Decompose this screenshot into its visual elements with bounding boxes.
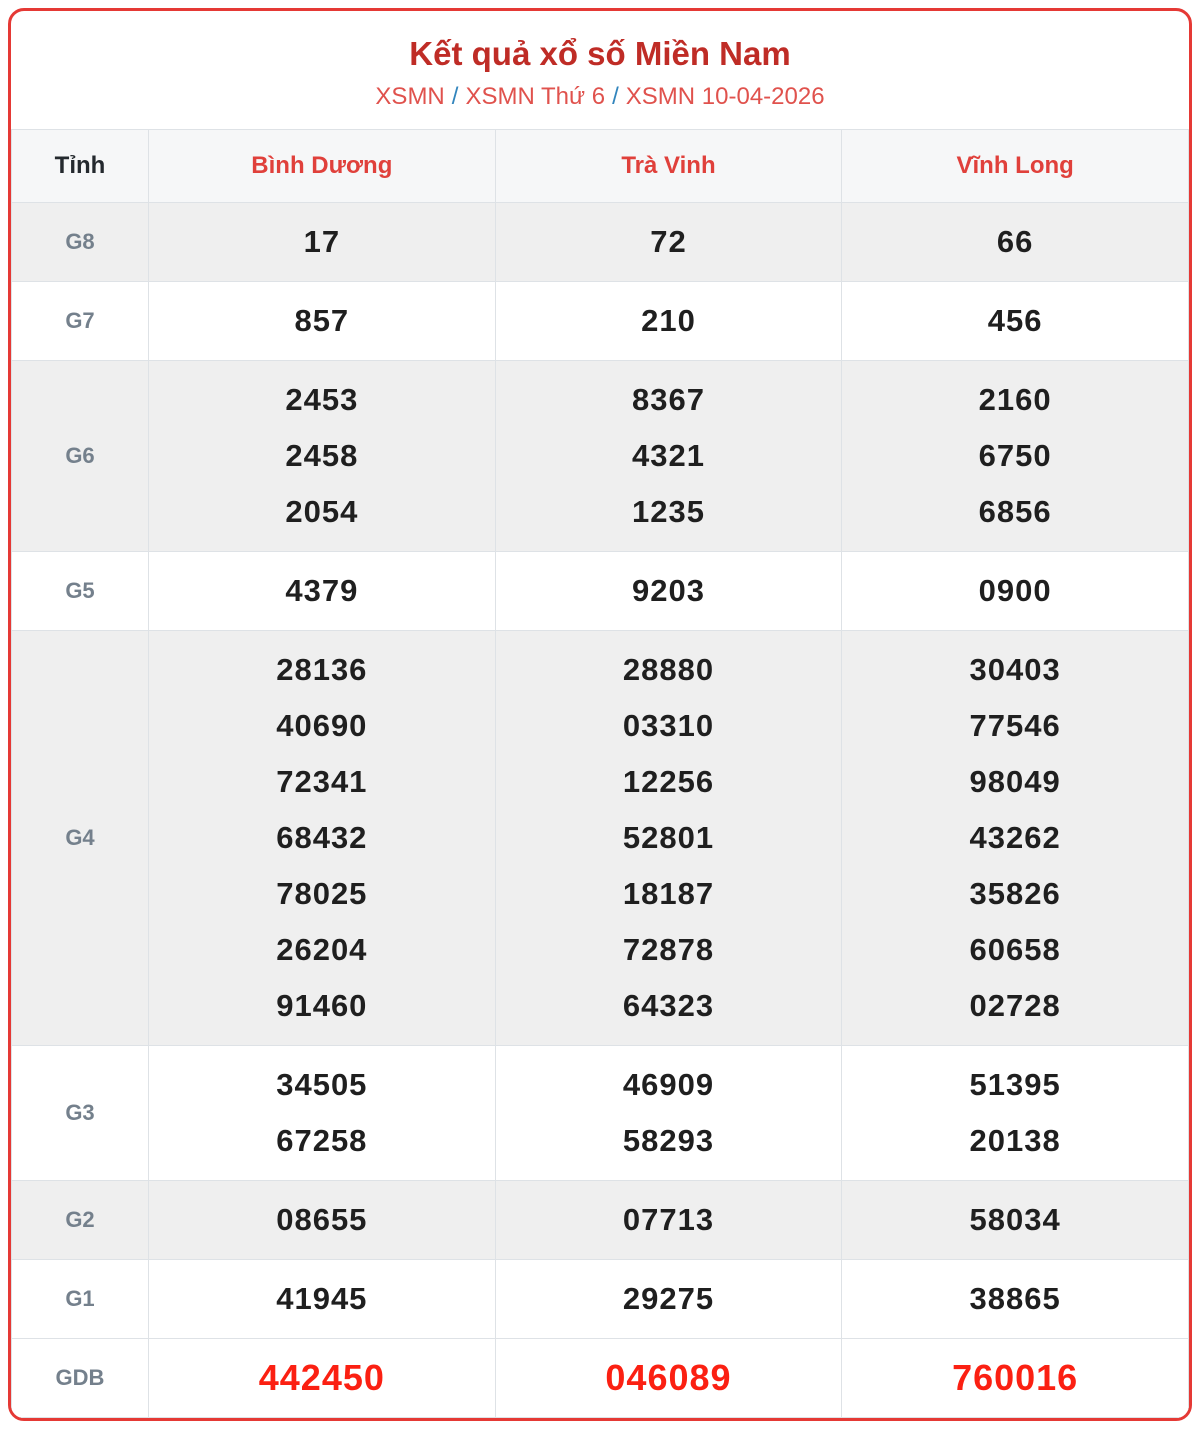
prize-number: 456 [987,303,1043,338]
prize-cell [842,1339,1189,1418]
prize-number: 2453 [285,382,359,417]
prize-number: 1235 [632,494,705,529]
results-card [8,8,1192,1421]
prize-number: 08655 [276,1202,368,1237]
prize-number: 72341 [276,764,368,799]
column-header-binh-duong: Bình Dương [149,130,496,203]
prize-number: 64323 [622,988,715,1023]
prize-number: 17 [303,224,341,259]
prize-number: 68432 [276,820,368,855]
table-row [12,1339,1189,1418]
prize-number: 91460 [276,988,368,1023]
prize-label: G3 [12,1046,149,1181]
prize-cell [495,1181,842,1260]
table-row [12,361,1189,552]
prize-number: 12256 [622,764,715,799]
prize-number: 02728 [969,988,1061,1023]
prize-cell [149,1260,496,1339]
prize-number: 4321 [632,438,705,473]
prize-number: 8367 [632,382,705,417]
prize-cell [149,1046,496,1181]
prize-cell [495,1260,842,1339]
prize-number: 9203 [632,573,705,608]
prize-label: G2 [12,1181,149,1260]
prize-number: 046089 [605,1357,732,1398]
prize-cell [842,1046,1189,1181]
prize-number: 2054 [285,494,359,529]
prize-label: G7 [12,282,149,361]
prize-number: 07713 [622,1202,715,1237]
prize-number: 35826 [969,876,1061,911]
prize-number: 67258 [276,1123,368,1158]
prize-cell [149,552,496,631]
page-title: Kết quả xổ số Miền Nam [409,35,791,72]
prize-number: 98049 [969,764,1061,799]
table-row [12,282,1189,361]
prize-cell [842,1260,1189,1339]
prize-cell [495,203,842,282]
prize-number: 52801 [622,820,715,855]
prize-number: 760016 [952,1357,1079,1398]
prize-cell [495,631,842,1046]
prize-number: 6856 [978,494,1052,529]
prize-number: 66 [996,224,1034,259]
prize-cell [495,282,842,361]
table-row [12,1181,1189,1260]
breadcrumb [11,83,1189,111]
prize-number: 28136 [276,652,368,687]
prize-number: 38865 [969,1281,1061,1316]
prize-number: 58034 [969,1202,1061,1237]
prize-label: G8 [12,203,149,282]
prize-number: 43262 [969,820,1061,855]
results-table-body [12,203,1189,1418]
prize-number: 34505 [276,1067,368,1102]
breadcrumb-link-xsmn[interactable]: XSMN [375,83,445,110]
prize-cell [842,1181,1189,1260]
prize-label: G1 [12,1260,149,1339]
prize-number: 51395 [969,1067,1061,1102]
prize-number: 18187 [622,876,715,911]
prize-number: 4379 [285,573,359,608]
prize-number: 2160 [978,382,1052,417]
table-row [12,1260,1189,1339]
prize-number: 30403 [969,652,1061,687]
prize-label: G5 [12,552,149,631]
breadcrumb-separator: / [612,83,619,110]
results-table-header [12,130,1189,203]
prize-number: 78025 [276,876,368,911]
prize-number: 03310 [622,708,715,743]
header-row [12,130,1189,203]
prize-cell [842,361,1189,552]
prize-cell [495,1339,842,1418]
prize-cell [149,282,496,361]
prize-label: G6 [12,361,149,552]
column-header-tra-vinh: Trà Vinh [495,130,842,203]
table-row [12,203,1189,282]
prize-cell [495,1046,842,1181]
prize-number: 26204 [276,932,368,967]
table-row [12,631,1189,1046]
prize-number: 58293 [622,1123,715,1158]
column-header-tinh: Tỉnh [12,130,149,203]
prize-number: 0900 [978,573,1052,608]
prize-cell [842,552,1189,631]
results-table [11,129,1189,1418]
breadcrumb-link-xsmn-date[interactable]: XSMN 10-04-2026 [625,83,825,110]
prize-cell [842,282,1189,361]
prize-cell [495,552,842,631]
prize-number: 20138 [969,1123,1061,1158]
prize-label: G4 [12,631,149,1046]
prize-number: 2458 [285,438,359,473]
breadcrumb-separator: / [451,83,459,110]
table-row [12,1046,1189,1181]
prize-number: 442450 [258,1357,385,1398]
prize-cell [149,1181,496,1260]
prize-cell [149,631,496,1046]
prize-number: 6750 [978,438,1052,473]
prize-number: 28880 [622,652,715,687]
prize-label: GDB [12,1339,149,1418]
table-row [12,552,1189,631]
prize-number: 29275 [622,1281,715,1316]
prize-number: 46909 [622,1067,715,1102]
prize-cell [149,361,496,552]
prize-cell [149,203,496,282]
prize-number: 60658 [969,932,1061,967]
breadcrumb-link-xsmn-weekday[interactable]: XSMN Thứ 6 [465,83,606,110]
prize-number: 72878 [622,932,715,967]
column-header-vinh-long: Vĩnh Long [842,130,1189,203]
prize-number: 40690 [276,708,368,743]
prize-number: 72 [650,224,687,259]
prize-number: 41945 [276,1281,368,1316]
prize-cell [842,631,1189,1046]
prize-number: 857 [294,303,350,338]
prize-cell [495,361,842,552]
prize-cell [149,1339,496,1418]
prize-number: 77546 [969,708,1061,743]
prize-cell [842,203,1189,282]
prize-number: 210 [641,303,696,338]
